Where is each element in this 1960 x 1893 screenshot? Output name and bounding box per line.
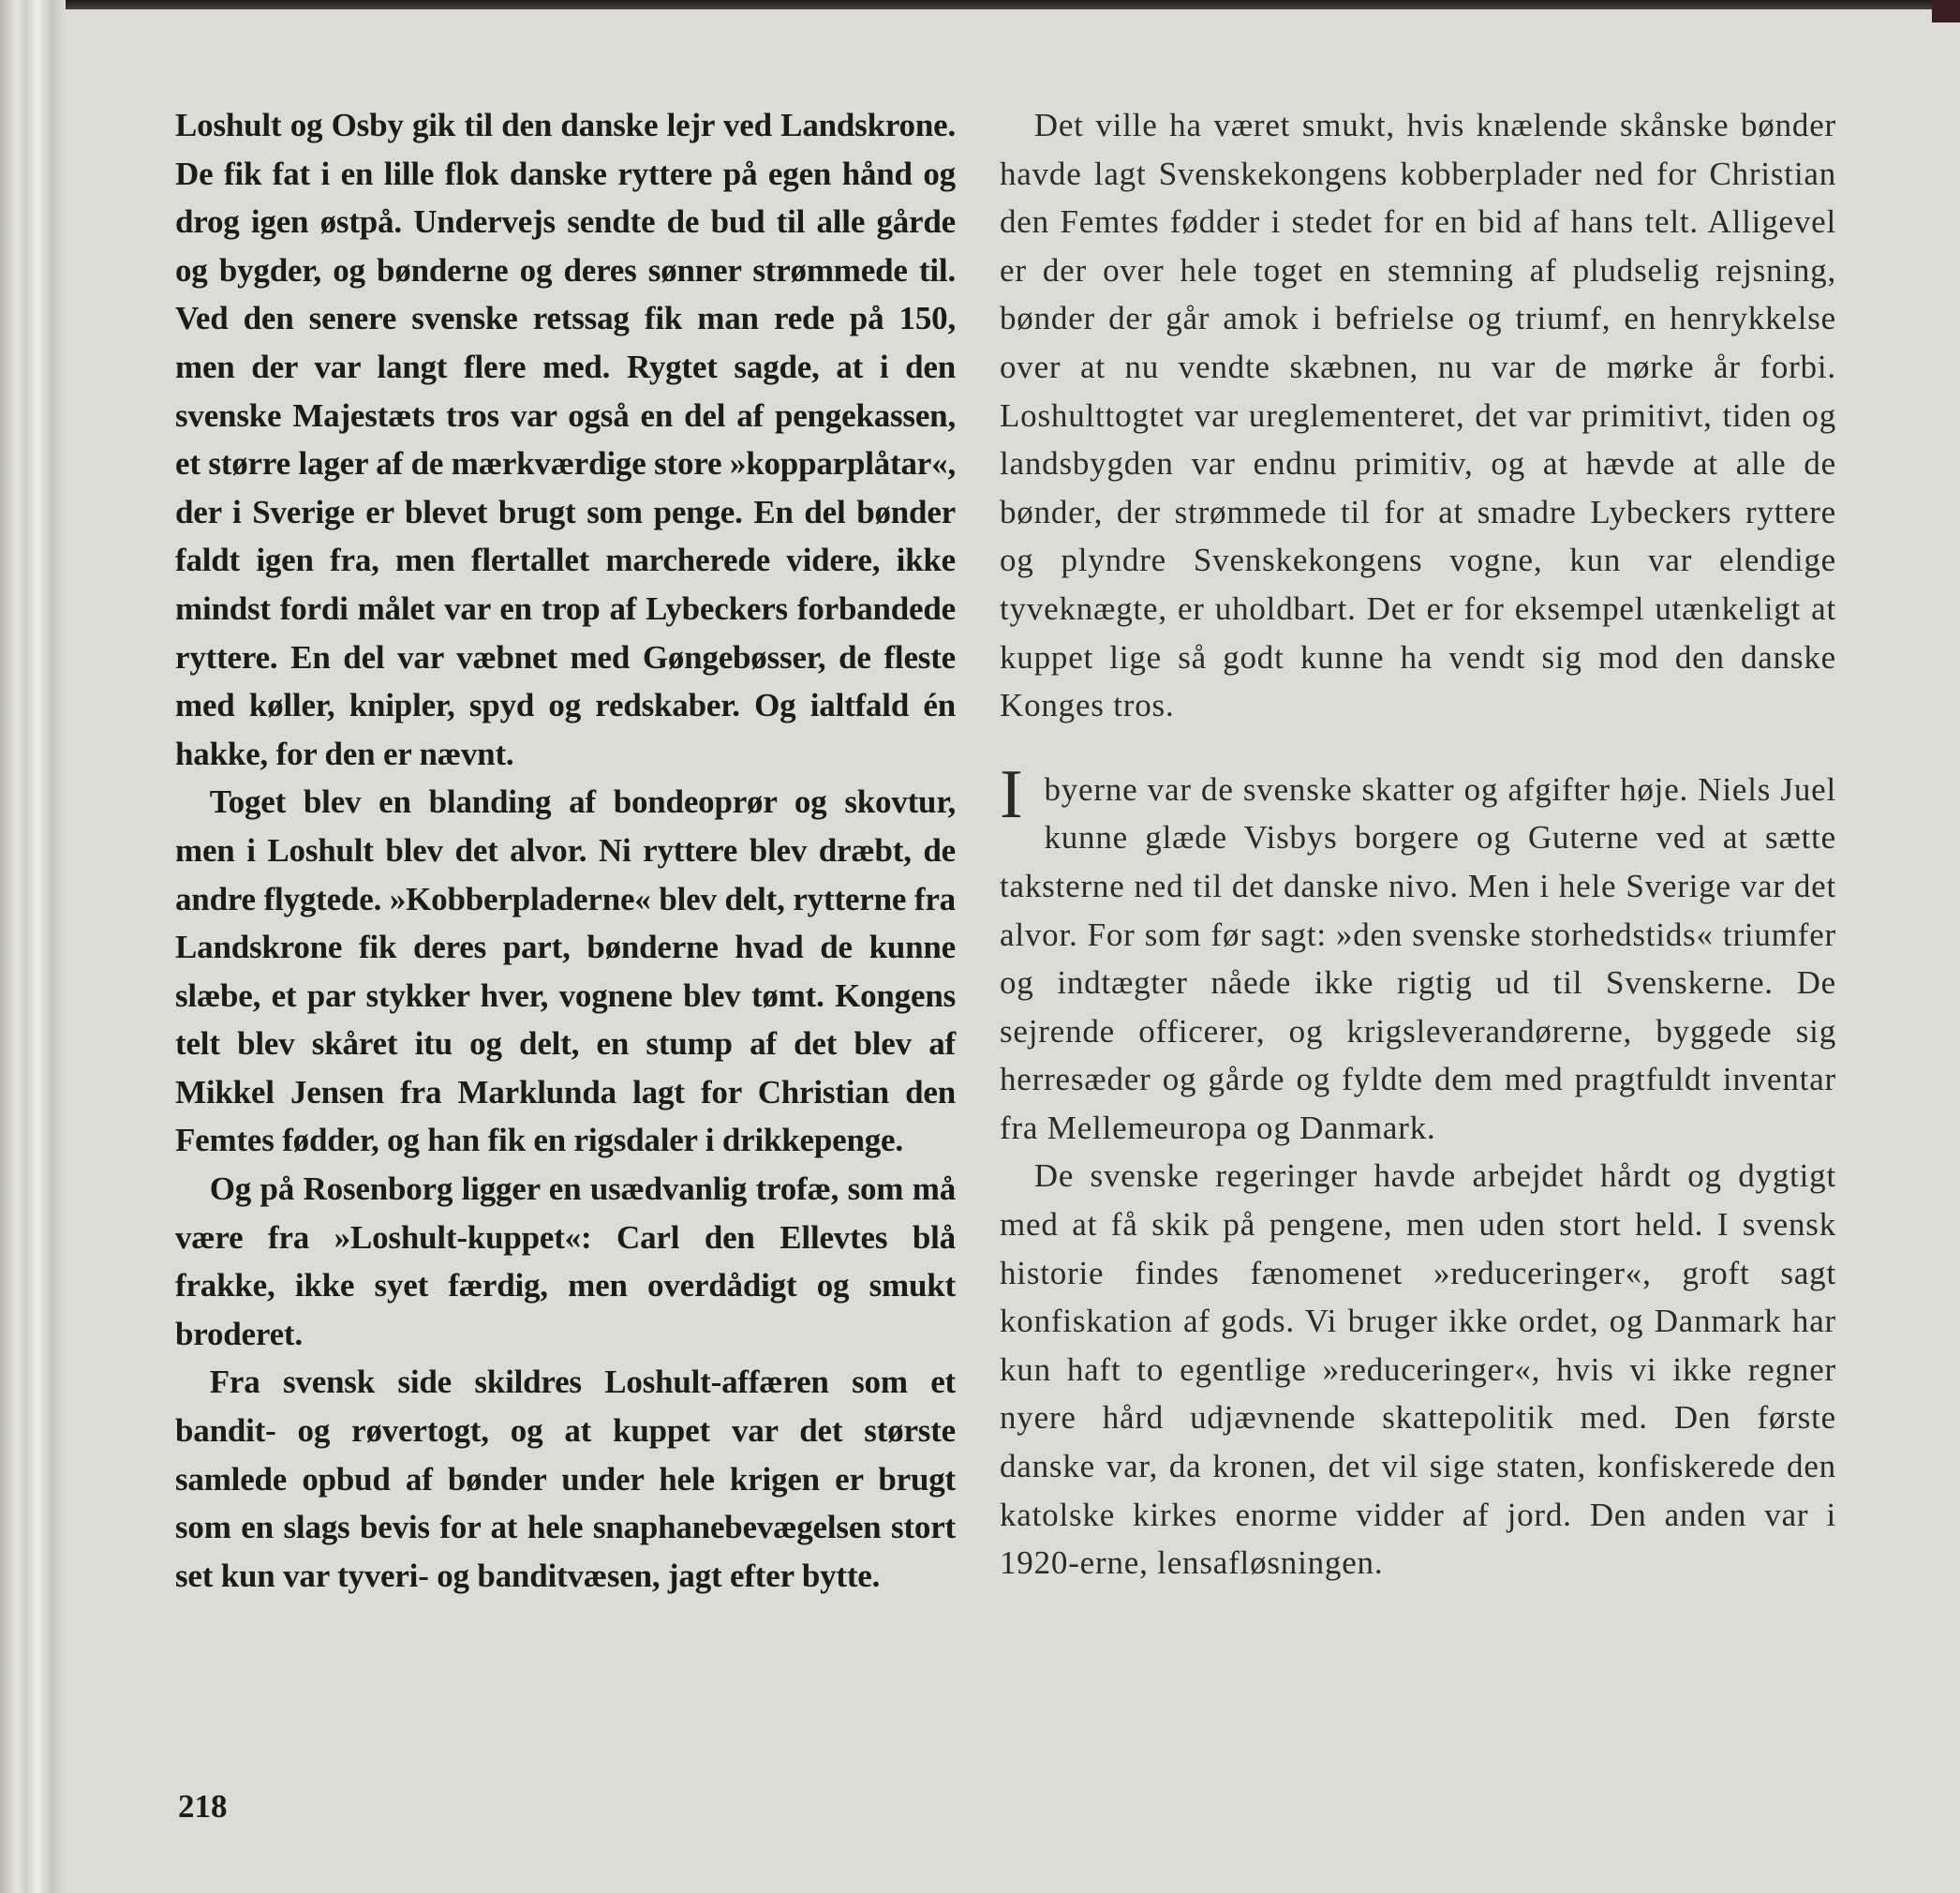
book-spine bbox=[0, 0, 66, 1893]
right-text-column bbox=[1000, 101, 1836, 1587]
book-cover-corner bbox=[1932, 0, 1960, 22]
left-paragraph-3: Og på Rosenborg ligger en usædvanlig trofæ, som må være fra »Loshult-kuppet«: Carl den Ellevtes blå frakke, ikke syet færdig, men overdådigt og smukt broderet. bbox=[175, 1170, 956, 1352]
right-paragraph-1: Det ville ha været smukt, hvis knælende skånske bønder havde lagt Svenskekongens kobberplader ned for Christian den Femtes fødder i stedet for en bid af hans telt. Alligevel er der over hele toget en stemning af pludselig rejsning, bønder der går amok i befrielse og triumf, en henrykkelse over at nu vendte skæbnen, nu var de mørke år forbi. Loshulttogtet var ureglementeret, det var primitivt, tiden og landsbygden var endnu primitiv, og at hævde at alle de bønder, der strømmede til for at smadre Lybeckers ryttere og plyndre Svenskekongens vogne, kun var elendige tyveknægte, er uholdbart. Det er for eksempel utænkeligt at kuppet lige så godt kunne ha vendt sig mod den danske Konges tros. bbox=[1000, 107, 1836, 724]
drop-cap-initial: I bbox=[1000, 755, 1024, 833]
section-break bbox=[1000, 730, 1836, 766]
page-top-edge bbox=[0, 0, 1960, 9]
left-paragraph-2: Toget blev en blanding af bondeoprør og skovtur, men i Loshult blev det alvor. Ni ryttere blev dræbt, de andre flygtede. »Kobberpladerne« blev delt, rytterne fra Landskrone fik deres part, bønderne hvad de kunne slæbe, et par stykker hver, vognene blev tømt. Kongens telt blev skåret itu og delt, en stump af det blev af Mikkel Jensen fra Marklunda lagt for Christian den Femtes fødder, og han fik en rigsdaler i drikkepenge. bbox=[175, 783, 956, 1159]
left-paragraph-1: Loshult og Osby gik til den danske lejr ved Landskrone. De fik fat i en lille flok danske ryttere på egen hånd og drog igen østpå. Undervejs sendte de bud til alle gårde og bygder, og bønderne og deres sønner strømmede til. Ved den senere svenske retssag fik man rede på 150, men der var langt flere med. Rygtet sagde, at i den svenske Majestæts tros var også en del af pengekassen, et større lager af de mærkværdige store »kopparplåtar«, der i Sverige er blevet brugt som penge. En del bønder faldt igen fra, men flertallet marcherede videre, ikke mindst fordi målet var en trop af Lybeckers forbandede ryttere. En del var væbnet med Gøngebøsser, de fleste med køller, knipler, spyd og redskaber. Og ialtfald én hakke, for den er nævnt. bbox=[175, 107, 956, 772]
page-number: 218 bbox=[178, 1788, 228, 1825]
left-text-column bbox=[175, 101, 956, 1600]
section-opening-paragraph bbox=[1000, 755, 1836, 1153]
right-paragraph-3: De svenske regeringer havde arbejdet hårdt og dygtigt med at få skik på pengene, men uden stort held. I svensk historie findes fænomenet »reduceringer«, groft sagt konfiskation af gods. Vi bruger ikke ordet, og Danmark har kun haft to egentlige »reduceringer«, hvis vi ikke regner nyere hård udjævnende skattepolitik med. Den første danske var, da kronen, det vil sige staten, konfiskerede den katolske kirkes enorme vidder af jord. Den anden var i 1920-erne, lensafløsningen. bbox=[1000, 1157, 1836, 1582]
section-opening-text: byerne var de svenske skatter og afgifter høje. Niels Juel kunne glæde Visbys borgere og Guterne ved at sætte taksterne ned til det danske nivo. Men i hele Sverige var det alvor. For som før sagt: »den svenske storhedstids« triumfer og indtægter nåede ikke rigtig ud til Svenskerne. De sejrende officerer, og krigsleverandørerne, byggede sig herresæder og gårde og fyldte dem med pragtfuldt inventar fra Mellemeuropa og Danmark. bbox=[1000, 770, 1836, 1146]
left-paragraph-4: Fra svensk side skildres Loshult-affæren som et bandit- og røvertogt, og at kuppet var det største samlede opbud af bønder under hele krigen er brugt som en slags bevis for at hele snaphanebevægelsen stort set kun var tyveri- og banditvæsen, jagt efter bytte. bbox=[175, 1364, 956, 1594]
